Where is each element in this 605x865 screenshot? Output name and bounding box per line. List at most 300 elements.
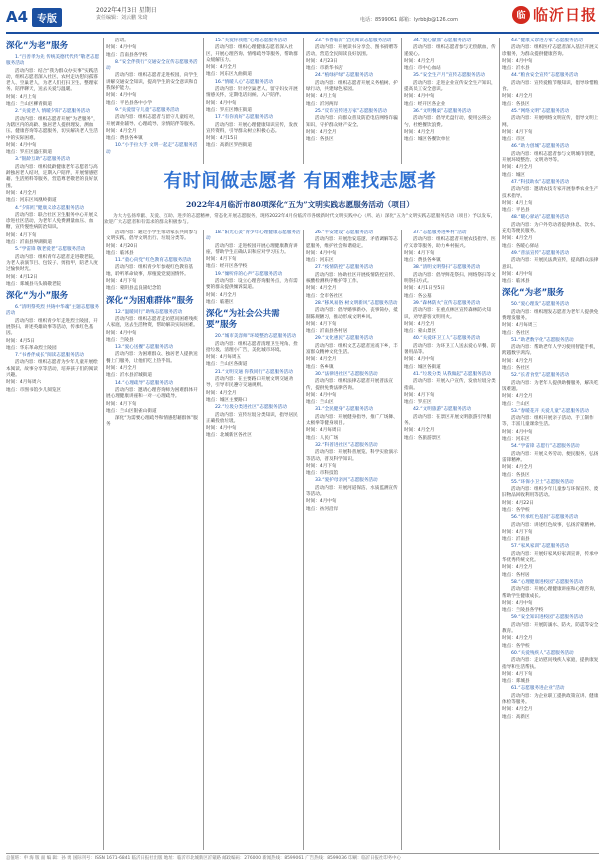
article-paragraph: 活动内容：组织青年志愿者走进敬老院，为老人表演节目、包饺子、剪指甲，陪老人度过愉快时光。 xyxy=(6,254,98,273)
article-paragraph: 时间：4月全月 xyxy=(502,707,533,713)
article-paragraph: 51.“助老数字化”志愿服务活动 xyxy=(511,337,574,343)
article-paragraph: 61.“志愿服务进企业”活动 xyxy=(511,686,565,692)
banner-intro: 为大力弘扬奉献、友爱、互助、进步的志愿精神，常态化开展志愿服务，现将2022年4月份临沂市各级新时代文明实践中心（所、站）深化“五为”文明实践志愿服务活动（项目）予以发布，欢迎广大志愿者和有需求的群众积极参与。 xyxy=(104,214,496,225)
article-paragraph: 时间：4月下旬 xyxy=(502,671,533,677)
article-paragraph: 25.“反诈宣传进万家”志愿服务活动 xyxy=(315,108,387,114)
article-paragraph: 18.“阳光心灵”青少年心理健康志愿服务活动 xyxy=(206,230,301,242)
article-paragraph: 活动内容：组织志愿者开展农技指导、医疗义诊等服务，助力乡村振兴。 xyxy=(404,237,496,249)
section-body xyxy=(404,38,498,143)
article-paragraph: 33.“爱护母亲河”志愿服务活动 xyxy=(315,478,378,484)
article-paragraph: 地点：市科技馆 xyxy=(306,471,339,477)
article-paragraph: 活动内容：组织志愿者开展义务植树、护绿行动，共建绿色家园。 xyxy=(306,80,398,93)
article-paragraph: 地点：沂南县各村居 xyxy=(306,329,348,335)
article-paragraph: 活动内容：组织低龄健康老年志愿者与高龄独居老人结对，定期入户陪伴，开展情感慰藉、生活照料等服务，营造尊老敬老的良好氛围。 xyxy=(6,164,98,189)
article-paragraph: 活动内容：开展民法典宣传，提高群众法律意识。 xyxy=(502,258,599,270)
article-paragraph: 时间：4月中旬 xyxy=(502,429,533,435)
article-paragraph: 活动内容：组织志愿者清理卫生死角、捡拾垃圾、清理小广告，美化城市环境。 xyxy=(206,341,298,353)
article-paragraph: 地点：市中心血站 xyxy=(404,66,441,72)
article-paragraph: 49.“普法宣传”志愿服务活动 xyxy=(511,250,570,256)
article-paragraph: 时间：4月下旬 xyxy=(502,129,533,135)
article-paragraph: 36.“文明餐桌”志愿服务活动 xyxy=(413,108,472,114)
article-paragraph: 活动内容：组织法律志愿者开展普法宣传，提供免费法律咨询。 xyxy=(306,379,394,391)
article-paragraph: 活动内容：为企业职工提供政策宣讲、健康体检等服务。 xyxy=(502,693,599,706)
article-paragraph: 地点：各社区 xyxy=(502,366,530,372)
article-paragraph: 50.“爱心理发”志愿服务活动 xyxy=(511,302,570,308)
article-paragraph: 地点：各社区 xyxy=(502,330,530,336)
article-paragraph: 15.“关爱你我他”心理志愿服务活动 xyxy=(215,38,287,43)
article-paragraph: 活动内容：联合社区卫生服务中心开展义诊进社区活动，为老年人免费测量血压、血糖，宣传慢性病防治知识。 xyxy=(6,212,98,231)
article-paragraph: 地点：蒙阴县孟良崮纪念馆 xyxy=(106,286,162,292)
article-paragraph: 地点：罗庄区傅庄街道 xyxy=(206,107,252,113)
column-2-top xyxy=(106,38,202,164)
article-paragraph: 时间：4月15日 xyxy=(206,136,238,142)
section-body xyxy=(6,55,102,288)
article-paragraph: 地点：兰山区银雀山街道 xyxy=(106,408,157,414)
footer-rule xyxy=(6,853,599,854)
article-paragraph: 活动内容：组织志愿者开展“为老服务”，为辖区内的高龄、独居老人提供理发、测血压、健康咨询等志愿服务，切实解决老人生活中的实际困难。 xyxy=(6,116,98,141)
article-paragraph: 14.“心理疏导”志愿服务活动 xyxy=(115,380,174,386)
article-paragraph: 活动内容：开展健身指导，推广广场舞、太极拳等健身项目。 xyxy=(306,414,398,427)
article-paragraph: 48.“暖心驿站”志愿服务活动 xyxy=(511,215,570,221)
article-paragraph: 地点：各乡镇 xyxy=(306,364,334,370)
article-paragraph: 9.“关爱留守儿童”志愿服务活动 xyxy=(115,107,180,113)
article-paragraph: 地点：各公墓 xyxy=(404,293,432,299)
article-paragraph: 地点：郯城县 xyxy=(502,679,530,685)
article-paragraph: 时间：4月下旬 xyxy=(6,232,37,238)
article-paragraph: 19.“倾听你的心声”志愿服务活动 xyxy=(215,271,283,277)
section-title-for-elderly-2: 深化“为老”服务 xyxy=(502,288,565,299)
article-paragraph: 时间：4月中旬 xyxy=(306,499,337,505)
article-paragraph: 53.“春暖花开 关爱儿童”志愿服务活动 xyxy=(511,408,589,414)
article-paragraph: 时间：4月全月 xyxy=(404,321,435,327)
column-divider xyxy=(103,38,104,850)
article-paragraph: 1.“百善孝为先 传统美德代代传”敬老志愿服务活动 xyxy=(6,55,100,67)
article-paragraph: 活动内容：走进企业宣传安全生产知识，提高员工安全意识。 xyxy=(404,80,496,93)
article-paragraph: 时间：4月下旬 xyxy=(106,401,137,407)
article-paragraph: 地点：临沭县 xyxy=(502,279,530,285)
article-paragraph: 地点：平邑县各中小学 xyxy=(106,100,152,106)
article-paragraph: 时间：4月全月 xyxy=(502,165,533,171)
article-paragraph: 地点：平邑县 xyxy=(502,208,530,214)
article-paragraph: 地点：费县各乡镇 xyxy=(404,258,441,264)
newspaper-logo xyxy=(512,4,597,25)
article-paragraph: 时间：4月下旬 xyxy=(206,257,237,263)
article-paragraph: 地点：城区各餐饮单位 xyxy=(404,137,450,143)
article-paragraph: 41.“垃圾分类 从我做起”志愿服务活动 xyxy=(413,371,491,377)
article-paragraph: 活动内容：为老年人提供助餐服务，解决吃饭难题。 xyxy=(502,380,599,392)
article-paragraph: 时间：4月每周日 xyxy=(306,428,342,434)
article-paragraph: 地点：蒙山景区 xyxy=(404,329,437,335)
article-paragraph: 活动内容：讲述红色故事，弘扬沂蒙精神。 xyxy=(511,522,599,528)
article-paragraph: 时间：4月中旬 xyxy=(206,426,237,432)
article-paragraph: 6.“清明祭英烈 共铸中华魂”主题志愿服务活动 xyxy=(6,305,100,317)
article-paragraph: 时间：4月全月 xyxy=(106,128,137,134)
section-title-for-elderly: 深化“为老”服务 xyxy=(6,41,69,51)
article-paragraph: 8.“安全伴我行”交通安全宣传志愿服务活动 xyxy=(106,59,198,72)
logo-mark-icon: 临 xyxy=(512,6,530,24)
article-paragraph: 29.“文化惠民”志愿服务活动 xyxy=(315,336,374,342)
article-paragraph: 23.“书香临沂”全民阅读志愿服务活动 xyxy=(315,38,392,43)
section-body xyxy=(502,302,599,407)
column-6 xyxy=(502,38,599,850)
article-paragraph: 43.“健康义诊进万家”志愿服务活动 xyxy=(511,38,583,43)
article-paragraph: 7.“书香伴成长”阅读志愿服务活动 xyxy=(15,353,84,359)
section-body xyxy=(106,310,202,429)
article-paragraph: 活动内容：走访慰问残疾人家庭，提供康复指导和生活帮扶。 xyxy=(502,658,599,670)
article-paragraph: 时间：4月全月 xyxy=(206,65,237,71)
article-paragraph: 活动内容：倡导鲜花祭扫、网络祭扫等文明祭扫方式。 xyxy=(404,272,496,285)
column-divider xyxy=(499,38,500,850)
section-body xyxy=(502,38,599,285)
article-paragraph: 40.“关爱环卫工人”志愿服务活动 xyxy=(413,336,481,342)
article-paragraph: 活动内容：宣传垃圾分类知识，指导居民正确投放垃圾。 xyxy=(206,412,298,424)
article-paragraph: 35.“安全生产月”宣传志愿服务活动 xyxy=(413,73,485,79)
article-paragraph: 地点：北城新区各社区 xyxy=(206,433,252,439)
article-paragraph: 时间：4月全月 xyxy=(502,94,533,100)
article-paragraph: 时间：4月中旬 xyxy=(106,93,137,99)
article-paragraph: 地点：城区主要路口 xyxy=(206,397,248,403)
article-paragraph: 时间：4月下旬 xyxy=(306,463,337,469)
article-paragraph: 44.“粮食安全宣传”志愿服务活动 xyxy=(511,73,579,79)
section-title-for-public: 深化“为社会公共需要”服务 xyxy=(206,309,280,331)
article-paragraph: 活动内容：组织医疗志愿者深入基层开展义诊服务，为群众提供健康咨询。 xyxy=(502,45,599,57)
article-paragraph: 地点：经开区各学校 xyxy=(206,264,248,270)
article-paragraph: 地点：各县区 xyxy=(306,137,334,143)
header-rule xyxy=(6,32,599,34)
article-paragraph: 地点：各村居 xyxy=(502,572,530,578)
article-paragraph: 地点：各县区 xyxy=(502,472,530,478)
article-paragraph: 56.“传承红色基因”志愿服务活动 xyxy=(511,515,579,521)
article-paragraph: 地点：罗庄区盛庄街道 xyxy=(6,150,52,156)
article-paragraph: 时间：4月中旬 xyxy=(206,100,237,106)
column-divider xyxy=(203,230,204,850)
article-paragraph: 地点：市图书馆少儿阅览区 xyxy=(6,387,62,393)
article-paragraph: 活动内容：通过小学生带动家长共同参与文明实践，倡导文明出行、垃圾分类等。 xyxy=(106,230,198,242)
article-paragraph: 时间：4月全月 xyxy=(404,58,435,64)
article-paragraph: 活动内容：组织青少年参观红色教育基地，聆听革命故事，厚植爱党爱国情怀。 xyxy=(106,265,194,277)
article-paragraph: 时间：4月全月 xyxy=(206,292,237,298)
article-paragraph: 地点：祊河沿岸 xyxy=(306,506,339,512)
article-paragraph: 地点：高新区罗西街道 xyxy=(206,143,252,149)
article-paragraph: 地点：城区各街道 xyxy=(404,364,441,370)
article-paragraph: 时间：4月全月 xyxy=(6,190,37,196)
article-paragraph: 地点：河东区九曲街道 xyxy=(206,72,252,78)
article-paragraph: 30.“法律进社区”志愿服务活动 xyxy=(315,371,378,377)
article-paragraph: 地点：人民广场 xyxy=(306,435,339,441)
article-paragraph: 地点：兰山区柳青街道 xyxy=(6,102,52,108)
article-paragraph: 活动内容：在重点林区宣传森林防火知识，劝导游客文明用火。 xyxy=(404,308,492,320)
article-paragraph: 时间：4月全月 xyxy=(306,357,337,363)
article-paragraph: 活动内容：组织志愿者参与无偿献血，传递爱心。 xyxy=(404,45,496,57)
article-paragraph: 地点：兰陵县各学校 xyxy=(502,608,544,614)
article-paragraph: 37.“志愿服务进乡村”活动 xyxy=(413,230,467,235)
article-paragraph: 时间：4月中旬 xyxy=(502,58,533,64)
article-paragraph: 13.“爱心送餐”志愿服务活动 xyxy=(115,345,174,351)
article-paragraph: 地点：沂南县界湖街道 xyxy=(6,240,52,246)
column-divider xyxy=(401,230,402,850)
article-paragraph: 5.“学雷锋 敬老爱老”志愿服务活动 xyxy=(15,247,86,253)
article-paragraph: 24.“植绿护绿”志愿服务活动 xyxy=(315,73,374,79)
article-paragraph: 地点：各学校 xyxy=(502,643,530,649)
column-3-bottom xyxy=(206,230,302,850)
article-paragraph: 地点：临港区 xyxy=(206,299,234,305)
article-paragraph: 时间：4月下旬 xyxy=(404,250,435,256)
article-paragraph: 时间：4月上旬 xyxy=(6,94,37,100)
article-paragraph: 深化“为需要心理疏导和情感慰藉群体”服务 xyxy=(106,416,198,428)
article-paragraph: 时间：4月上旬 xyxy=(502,200,533,206)
article-paragraph: 20.“城市美容师”环境整治志愿服务活动 xyxy=(215,334,296,340)
section-body xyxy=(6,305,102,394)
article-paragraph: 地点：城区 xyxy=(502,172,525,178)
page-badge xyxy=(6,6,62,28)
article-paragraph: 地点：高新区 xyxy=(502,714,530,720)
article-paragraph: 10.“小手拉大手 文明一起走”志愿服务活动 xyxy=(106,143,198,155)
article-paragraph: 时间：4月中旬 xyxy=(306,392,337,398)
article-paragraph: 54.“学雷锋 志愿行”志愿服务活动 xyxy=(511,444,580,450)
column-divider xyxy=(303,38,304,164)
banner-subtitle: 2022年4月临沂市80项深化“五为”文明实践志愿服务活动（项目） xyxy=(186,200,414,209)
column-divider xyxy=(303,230,304,850)
article-paragraph: 时间：4月中旬 xyxy=(106,45,137,51)
article-paragraph: 地点：兰陵县 xyxy=(106,337,134,343)
article-paragraph: 活动内容：设立心理咨询服务点，为有需要的群众提供倾诉渠道。 xyxy=(206,279,298,291)
article-paragraph: 时间：4月20日 xyxy=(106,243,138,249)
article-paragraph: 活动内容：开展河道保洁、水质监测宣传等活动。 xyxy=(306,485,398,497)
article-paragraph: 地点：莒南县各学校 xyxy=(106,52,148,58)
article-paragraph: 活动内容：组织志愿者走进校园，向学生讲解交通安全知识，提高学生的安全意识和自我保护能力。 xyxy=(106,73,198,92)
banner-subtitle-wrap xyxy=(104,199,496,211)
article-paragraph: 活动内容：结合“我为群众办实事”实践活动，组织志愿者深入社区、农村走访慰问孤寡老人、空巢老人，为老人们打扫卫生、整理家务、陪伴聊天，送去关爱与温暖。 xyxy=(6,68,98,93)
article-paragraph: 26.“平安建设”志愿服务活动 xyxy=(315,230,374,235)
article-paragraph: 时间：4月下旬 xyxy=(306,321,337,327)
article-paragraph: 时间：4月全月 xyxy=(502,236,533,242)
article-paragraph: 活动内容：组织志愿者参与文明城市创建，开展环境整治、文明劝导等。 xyxy=(502,151,599,164)
article-paragraph: 32.“科普进社区”志愿服务活动 xyxy=(315,442,378,448)
article-paragraph: 地点：各旅游景区 xyxy=(404,435,441,441)
article-paragraph: 时间：4月5日 xyxy=(6,338,35,344)
page-footer: 总值班：申 海 版 面 编 辑：孙 勇 国际刊号：ISSN 1671-6841 临沂日报社出版 地址：临沂市北城新区沂蒙路 邮政编码：276000 新闻热线：8599061 广告热线：8599036 印刷：临沂日报社印务中心 xyxy=(6,856,401,861)
article-paragraph: 地点：市新华书店 xyxy=(306,66,343,72)
column-4-top xyxy=(306,38,400,164)
article-paragraph: 活动内容：为环卫工人送去爱心早餐、防暑用品等。 xyxy=(404,343,496,356)
article-paragraph: 活动内容：开展心理健康知识宣传，发放宣传资料，引导群众树立积极心态。 xyxy=(206,122,298,134)
article-paragraph: 46.“助力创城”志愿服务活动 xyxy=(511,144,570,150)
article-paragraph: 地点：河东区 xyxy=(306,258,334,264)
section-body xyxy=(502,409,599,721)
article-paragraph: 活动内容：组织心理健康志愿者深入社区，开展心理咨询、情绪疏导等服务，帮助群众缓解压力。 xyxy=(206,45,298,63)
article-paragraph: 活动内容：开展读书分享会、图书捐赠等活动，营造全民阅读良好氛围。 xyxy=(306,45,398,57)
article-paragraph: 时间：4月全月 xyxy=(206,390,237,396)
article-paragraph: 地点：费县各乡镇 xyxy=(106,136,143,142)
column-1 xyxy=(6,38,102,850)
article-paragraph: 12.“温暖同行”助残志愿服务活动 xyxy=(115,309,183,315)
section-title-for-children: 深化“为小”服务 xyxy=(6,291,69,302)
article-paragraph: 60.“关爱残疾人”志愿服务活动 xyxy=(511,650,574,656)
special-edition-tag: 专版 xyxy=(32,8,62,27)
article-paragraph: 时间：4月每周五 xyxy=(206,355,242,361)
editor-line: 责任编辑：刘云鹏 朱琦 xyxy=(96,15,148,21)
article-paragraph: 38.“清明文明祭扫”志愿服务活动 xyxy=(413,265,481,271)
column-divider xyxy=(203,38,204,164)
banner xyxy=(104,166,496,198)
column-5-bottom xyxy=(404,230,498,850)
article-paragraph: 活动内容：倡导婚事新办、丧事简办，抵制陈规陋习，推动形成文明乡风。 xyxy=(306,308,398,320)
article-paragraph: 2.“关爱老人 情暖夕阳”志愿服务活动 xyxy=(15,109,90,115)
article-paragraph: 活动内容：开展网络文明宣传，倡导文明上网。 xyxy=(502,116,599,128)
article-paragraph: 时间：4月全月 xyxy=(306,286,337,292)
article-paragraph: 39.“森林防火”宣传志愿服务活动 xyxy=(413,300,481,306)
article-paragraph: 活动内容：组织开展亲子活动、手工制作等，丰富儿童课余生活。 xyxy=(502,416,594,428)
article-paragraph: 时间：4月全月 xyxy=(502,394,533,400)
article-paragraph: 时间：4月中旬 xyxy=(404,94,435,100)
article-paragraph: 时间：4月全月 xyxy=(404,428,435,434)
section-body xyxy=(404,230,498,442)
article-paragraph: 时间：4月23日 xyxy=(306,58,338,64)
article-paragraph: 时间：4月全月 xyxy=(502,636,533,642)
column-divider xyxy=(401,38,402,164)
article-paragraph: 11.“童心向党”红色教育志愿服务活动 xyxy=(115,258,192,264)
article-paragraph: 4.“夕阳红”健康义诊志愿服务活动 xyxy=(15,205,84,211)
article-paragraph: 活动内容：开展入户宣传，发放垃圾分类指南。 xyxy=(404,379,496,391)
column-5-top xyxy=(404,38,498,164)
article-paragraph: 活动内容：在景区开展文明旅游引导服务。 xyxy=(404,414,492,427)
newspaper-title: 临沂日报 xyxy=(532,6,597,24)
article-paragraph: 活动内容：组织少年儿童参与环保宣传、废旧物品回收利用等活动。 xyxy=(502,487,599,499)
article-paragraph: 活动内容：开展好家风好家训宣讲，传承中华优秀传统文化。 xyxy=(502,551,599,564)
column-4-bottom xyxy=(306,230,400,850)
article-paragraph: 活动内容：为户外劳动者提供休息、饮水、充电等便民服务。 xyxy=(502,222,599,235)
article-paragraph: 时间：4月中旬 xyxy=(106,330,137,336)
article-paragraph: 地点：河东区凤凰岭街道 xyxy=(6,198,57,204)
article-paragraph: 时间：4月下旬 xyxy=(106,279,137,285)
article-paragraph: 时间：4月全月 xyxy=(306,129,337,135)
article-paragraph: 地点：罗庄区 xyxy=(404,400,432,406)
article-paragraph: 活动内容：倡导光盘行动，使用公筷公勺，杜绝餐饮浪费。 xyxy=(404,116,492,128)
article-paragraph: 时间：4月下旬 xyxy=(404,392,435,398)
section-body xyxy=(306,38,400,143)
article-paragraph: 时间：4月每周三 xyxy=(502,323,538,329)
article-paragraph: 31.“全民健身”志愿服务活动 xyxy=(315,407,374,413)
article-paragraph: 28.“移风易俗 树文明新风”志愿服务活动 xyxy=(315,300,398,306)
article-paragraph: 21.“文明交通 你我同行”志愿服务活动 xyxy=(215,369,293,375)
section-title-for-hardship: 深化“为困难群体”服务 xyxy=(106,295,194,306)
article-paragraph: 活动内容：协助社区开展疫情防控宣传、核酸检测秩序维护等工作。 xyxy=(306,272,398,285)
article-paragraph: 时间：4月全月 xyxy=(502,465,533,471)
article-paragraph: 活动内容：邀请农技专家开展春季农业生产技术指导。 xyxy=(502,187,599,199)
column-2-bottom xyxy=(106,230,202,850)
article-paragraph: 地点：沂南县 xyxy=(502,537,530,543)
section-body xyxy=(206,334,302,439)
article-paragraph: 活动内容：开展科普展览、科学实验演示等活动，普及科学知识。 xyxy=(306,450,398,462)
article-paragraph: 活动内容：组织青少年走进烈士陵园，开展祭扫、讲述英雄故事等活动，传承红色基因。 xyxy=(6,318,98,337)
section-body xyxy=(306,230,400,513)
article-paragraph: 地点：各县区 xyxy=(502,101,530,107)
article-paragraph: 活动内容：组织志愿者为少年儿童开展绘本阅读、故事分享等活动，培养孩子们的阅读兴趣。 xyxy=(6,360,98,379)
article-paragraph: 地点：兰山区 xyxy=(502,401,530,407)
article-paragraph: 活动。 xyxy=(115,38,129,43)
article-paragraph: 活动内容：组织理发志愿者为老年人提供免费理发服务。 xyxy=(502,309,599,321)
article-paragraph: 时间：4月中旬 xyxy=(404,357,435,363)
article-paragraph: 57.“家风家训”志愿服务活动 xyxy=(511,544,570,550)
article-paragraph: 地点：沂水县 xyxy=(502,66,530,72)
article-paragraph: 地点：各学校 xyxy=(502,508,530,513)
article-paragraph: 47.“科技助农”志愿服务活动 xyxy=(511,179,570,185)
article-paragraph: 地点：兰山区各街道 xyxy=(206,362,248,368)
article-paragraph: 地点：沂水县沂城街道 xyxy=(106,373,152,379)
article-paragraph: 时间：4月12日 xyxy=(6,274,38,280)
article-paragraph: 地点：沂河两岸 xyxy=(306,101,339,107)
article-paragraph: 55.“环保小卫士”志愿服务活动 xyxy=(511,479,574,485)
page-header xyxy=(0,0,605,34)
article-paragraph: 16.“情暖人心”志愿服务活动 xyxy=(215,79,274,85)
article-paragraph: 3.“银龄互助”志愿服务活动 xyxy=(15,157,71,163)
article-paragraph: 活动内容：为困难群众、独居老人提供送餐上门服务，让他们吃上热乎饭。 xyxy=(106,352,198,364)
article-paragraph: 地点：市区 xyxy=(502,137,525,143)
article-paragraph: 地点：河东区 xyxy=(502,437,530,443)
banner-title: 有时间做志愿者 有困难找志愿者 xyxy=(163,171,437,192)
article-paragraph: 活动内容：开展心理健康讲座和心理咨询，帮助学生健康成长。 xyxy=(502,587,599,599)
article-paragraph: 活动内容：宣传爱粮节粮知识，倡导珍惜粮食。 xyxy=(502,80,599,93)
article-paragraph: 时间：4月中旬 xyxy=(306,250,337,256)
article-paragraph: 地点：经开区各企业 xyxy=(404,101,446,107)
article-paragraph: 时间：4月全月 xyxy=(502,358,533,364)
section-body xyxy=(106,230,202,293)
contact-line: 电话：8599061 邮箱：lyrbbjb@126.com xyxy=(360,17,458,23)
article-paragraph: 时间：4月中旬 xyxy=(6,142,37,148)
article-paragraph: 时间：4月中旬 xyxy=(502,271,533,277)
section-body xyxy=(206,38,302,150)
article-paragraph: 27.“疫情防控”志愿服务活动 xyxy=(315,265,374,271)
article-paragraph: 59.“安全知识进校园”志愿服务活动 xyxy=(511,615,583,621)
article-paragraph: 活动内容：开展防溺水、防火、防震等安全教育。 xyxy=(502,622,599,635)
article-paragraph: 时间：4月中旬 xyxy=(502,600,533,606)
section-body xyxy=(206,230,302,306)
section-body xyxy=(106,38,202,156)
article-paragraph: 地点：临沭县 xyxy=(106,250,134,256)
article-paragraph: 时间：4月全月 xyxy=(404,129,435,135)
article-paragraph: 52.“长者食堂”志愿服务活动 xyxy=(511,373,570,379)
article-paragraph: 时间：4月全月 xyxy=(502,565,533,571)
article-paragraph: 45.“网络文明”志愿服务活动 xyxy=(511,108,570,114)
article-paragraph: 活动内容：在主要路口开展文明交通劝导，引导市民遵守交通规则。 xyxy=(206,377,294,389)
article-paragraph: 地点：华东革命烈士陵园 xyxy=(6,345,57,351)
article-paragraph: 活动内容：走进校园开展心理健康教育讲座，帮助学生正确认识和应对学习压力。 xyxy=(206,243,298,255)
article-paragraph: 时间：4月下旬 xyxy=(502,529,533,535)
page-number: A4 xyxy=(6,8,29,26)
article-paragraph: 时间：4月22日 xyxy=(502,500,534,506)
article-paragraph: 地点：全市各社区 xyxy=(306,293,343,299)
article-paragraph: 地点：兰山区 xyxy=(306,400,334,406)
article-paragraph: 活动内容：组织志愿者与留守儿童结对，开展课业辅导、心理疏导、亲情陪伴等服务。 xyxy=(106,115,198,127)
article-paragraph: 活动内容：向群众普及防范电信网络诈骗知识，守护群众财产安全。 xyxy=(306,116,398,128)
article-paragraph: 活动内容：邀请心理咨询师为困难群体开展心理健康讲座和一对一心理疏导。 xyxy=(106,387,198,400)
article-paragraph: 活动内容：组织文艺志愿者送戏下乡，丰富群众精神文化生活。 xyxy=(306,343,398,356)
article-paragraph: 时间：4月1日至5日 xyxy=(404,286,445,292)
article-paragraph: 时间：4月每周六 xyxy=(6,380,42,386)
article-paragraph: 34.“爱心献血”志愿服务活动 xyxy=(413,38,472,43)
article-paragraph: 活动内容：帮助老年人学习使用智能手机，跨越数字鸿沟。 xyxy=(502,345,599,357)
issue-date: 2022年4月3日 星期日 xyxy=(96,7,157,14)
article-paragraph: 地点：各暖心驿站 xyxy=(502,243,539,249)
article-paragraph: 42.“文明旅游”志愿服务活动 xyxy=(413,407,472,413)
article-paragraph: 时间：4月上旬 xyxy=(306,94,337,100)
article-paragraph: 17.“有你真好”志愿服务活动 xyxy=(215,115,274,121)
article-paragraph: 22.“垃圾分类进社区”志愿服务活动 xyxy=(215,405,287,411)
article-paragraph: 时间：4月全月 xyxy=(106,366,137,372)
column-3-top xyxy=(206,38,302,164)
article-paragraph: 58.“心理健康进校园”志愿服务活动 xyxy=(511,579,583,585)
article-paragraph: 活动内容：开展治安巡逻、矛盾调解等志愿服务，维护社会和谐稳定。 xyxy=(306,237,398,249)
